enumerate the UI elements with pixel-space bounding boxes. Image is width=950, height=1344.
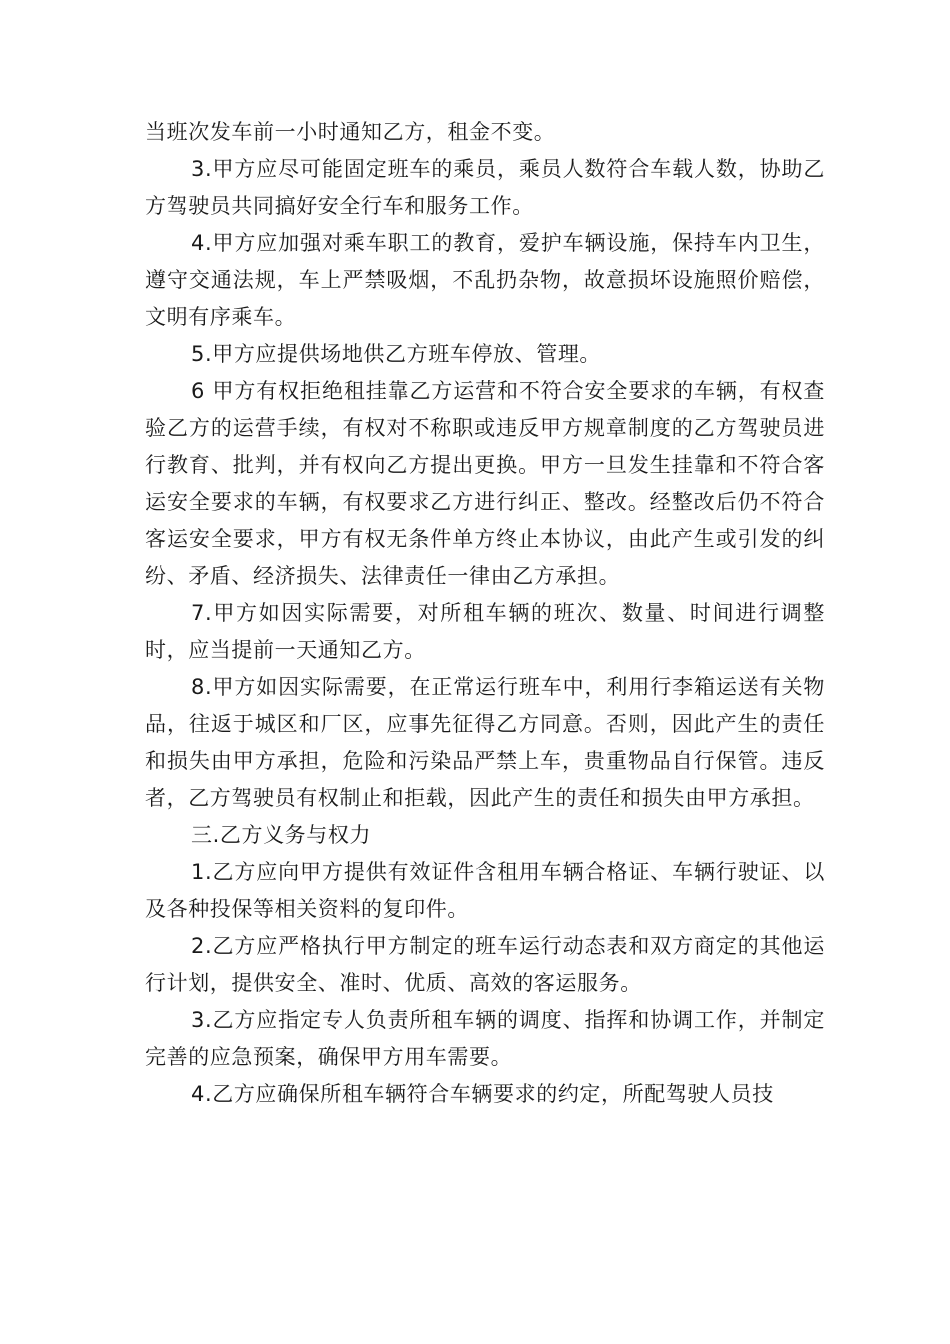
paragraph-party-a-item-8: 8.甲方如因实际需要，在正常运行班车中，利用行李箱运送有关物品，往返于城区和厂区，应事先征得乙方同意。否则，因此产生的责任和损失由甲方承担，危险和污染品严禁上车，贵重物品自行保管。违反者，乙方驾驶员有权制止和拒载，因此产生的责任和损失由甲方承担。 <box>145 675 825 810</box>
paragraph-party-a-item-3: 3.甲方应尽可能固定班车的乘员，乘员人数符合车载人数，协助乙方驾驶员共同搞好安全行车和服务工作。 <box>145 157 825 218</box>
section-heading-party-b: 三.乙方义务与权力 <box>191 823 372 847</box>
paragraph-party-a-item-6: 6 甲方有权拒绝租挂靠乙方运营和不符合安全要求的车辆，有权查验乙方的运营手续，有权对不称职或违反甲方规章制度的乙方驾驶员进行教育、批判，并有权向乙方提出更换。甲方一旦发生挂靠和不符合客运安全要求的车辆，有权要求乙方进行纠正、整改。经整改后仍不符合客运安全要求，甲方有权无条件单方终止本协议，由此产生或引发的纠纷、矛盾、经济损失、法律责任一律由乙方承担。 <box>145 379 825 588</box>
paragraph-rent-notice: 当班次发车前一小时通知乙方，租金不变。 <box>145 120 556 144</box>
paragraph-party-b-item-1: 1.乙方应向甲方提供有效证件含租用车辆合格证、车辆行驶证、以及各种投保等相关资料的复印件。 <box>145 860 825 921</box>
paragraph-party-b-item-2: 2.乙方应严格执行甲方制定的班车运行动态表和双方商定的其他运行计划，提供安全、准时、优质、高效的客运服务。 <box>145 934 825 995</box>
document-body <box>145 114 825 1113</box>
paragraph-party-b-item-3: 3.乙方应指定专人负责所租车辆的调度、指挥和协调工作，并制定完善的应急预案，确保甲方用车需要。 <box>145 1008 825 1069</box>
paragraph-party-a-item-5: 5.甲方应提供场地供乙方班车停放、管理。 <box>191 342 602 366</box>
paragraph-party-a-item-4: 4.甲方应加强对乘车职工的教育，爱护车辆设施，保持车内卫生，遵守交通法规，车上严禁吸烟，不乱扔杂物，故意损坏设施照价赔偿，文明有序乘车。 <box>145 231 825 329</box>
paragraph-party-b-item-4: 4.乙方应确保所租车辆符合车辆要求的约定，所配驾驶人员技 <box>191 1082 774 1106</box>
paragraph-party-a-item-7: 7.甲方如因实际需要，对所租车辆的班次、数量、时间进行调整时，应当提前一天通知乙方。 <box>145 601 825 662</box>
